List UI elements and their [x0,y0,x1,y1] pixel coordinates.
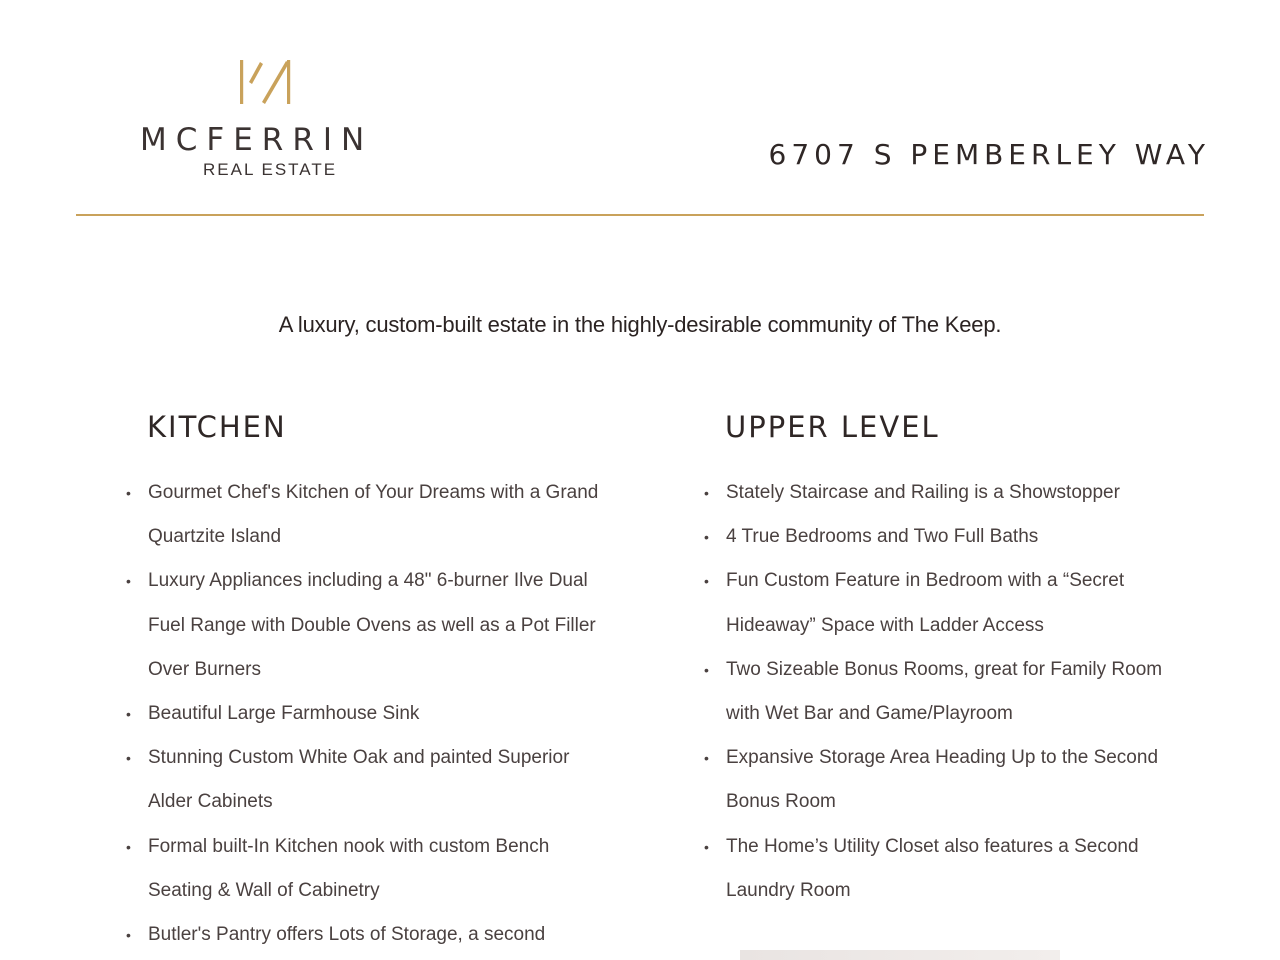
list-item [126,825,606,913]
section-title-kitchen: KITCHEN [147,410,287,444]
list-item [704,559,1184,647]
list-item [126,692,606,736]
cut-off-heading [740,950,1060,960]
kitchen-feature-list [126,471,606,957]
feature-text: The Home’s Utility Closet also features a Second Laundry Room [726,835,1139,901]
monogram-icon [236,56,296,108]
feature-text: Stately Staircase and Railing is a Showstopper [726,482,1120,503]
bullet-icon: • [704,573,709,590]
list-item [126,913,606,957]
list-item [704,471,1184,515]
bullet-icon: • [704,529,709,546]
property-address: 6707 S PEMBERLEY WAY [768,138,1210,171]
feature-text: Stunning Custom White Oak and painted Superior Alder Cabinets [148,747,570,813]
bullet-icon: • [126,573,131,590]
bullet-icon: • [126,706,131,723]
feature-text: 4 True Bedrooms and Two Full Baths [726,526,1039,548]
bullet-icon: • [126,750,131,767]
feature-text: Beautiful Large Farmhouse Sink [148,703,420,725]
brand-subtitle: REAL ESTATE [203,160,338,179]
feature-text: Formal built-In Kitchen nook with custom Bench Seating & Wall of Cabinetry [148,835,550,901]
bullet-icon: • [704,485,709,501]
feature-text: Expansive Storage Area Heading Up to the Second Bonus Room [726,747,1159,813]
feature-text: Fun Custom Feature in Bedroom with a “Secret Hideaway” Space with Ladder Access [726,570,1125,636]
bullet-icon: • [704,661,709,678]
section-title-upper-level: UPPER LEVEL [725,410,940,444]
list-item [126,559,606,692]
bullet-icon: • [704,838,709,855]
feature-text: Gourmet Chef's Kitchen of Your Dreams with a Grand Quartzite Island [148,482,599,548]
feature-text: Two Sizeable Bonus Rooms, great for Family Room with Wet Bar and Game/Playroom [726,658,1163,725]
bullet-icon: • [126,485,131,501]
bullet-icon: • [126,838,131,855]
feature-text: Butler's Pantry offers Lots of Storage, a second [148,924,546,946]
kitchen-section [126,410,606,957]
feature-text: Luxury Appliances including a 48" 6-burner Ilve Dual Fuel Range with Double Ovens as well as a Pot Filler Over Burners [148,570,596,680]
bullet-icon: • [126,927,131,944]
list-item [704,825,1184,913]
upper-level-section [704,410,1184,913]
bullet-icon: • [704,750,709,767]
list-item [704,648,1184,736]
list-item [704,736,1184,824]
header-divider [76,214,1204,216]
brand-name: MCFERRIN [140,122,374,158]
list-item [126,471,606,559]
list-item [126,736,606,824]
property-tagline: A luxury, custom-built estate in the highly-desirable community of The Keep. [278,312,1002,337]
upper-level-feature-list [704,471,1184,913]
list-item [704,515,1184,559]
